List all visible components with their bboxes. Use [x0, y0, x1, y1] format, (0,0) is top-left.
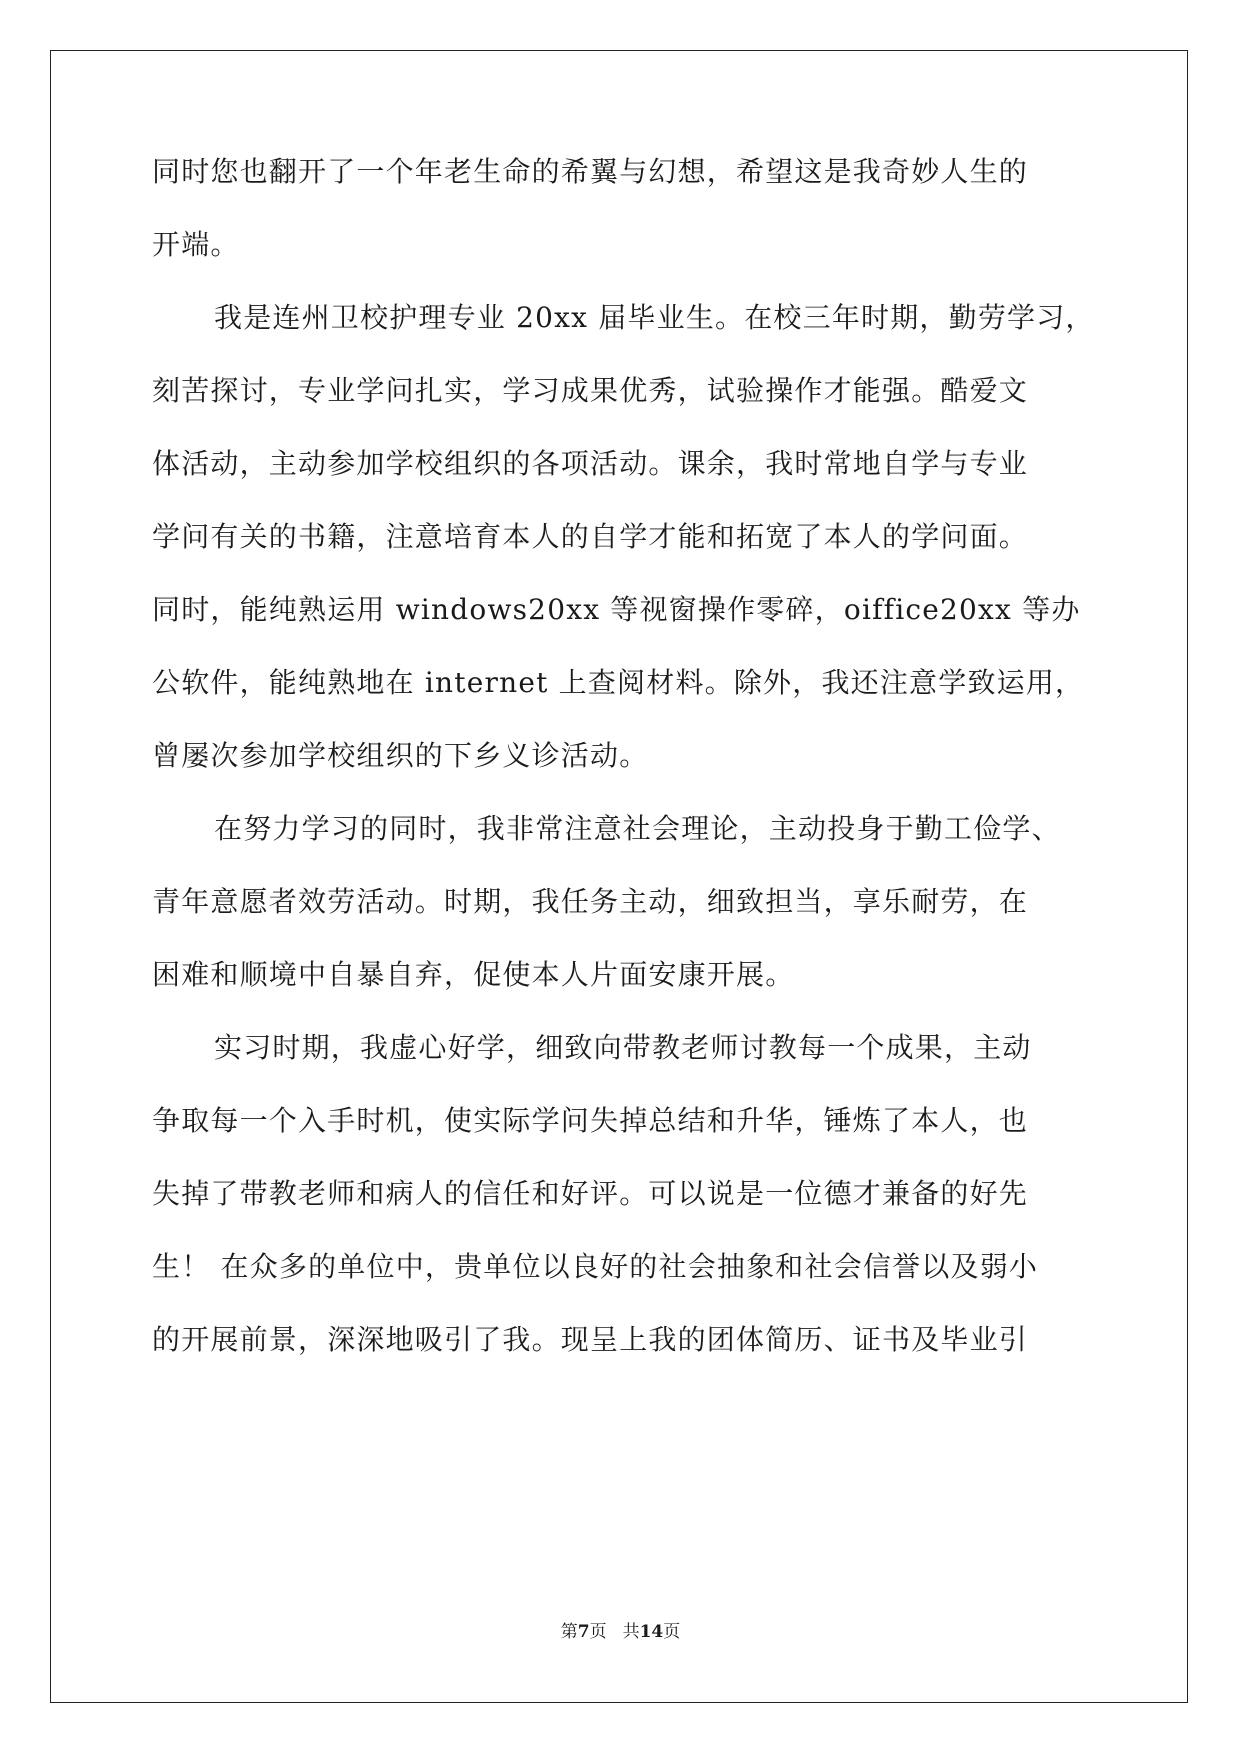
body-line: 刻苦探讨，专业学问扎实，学习成果优秀，试验操作才能强。酷爱文 — [152, 374, 1029, 407]
body-line: 争取每一个入手时机，使实际学问失掉总结和升华，锤炼了本人，也 — [152, 1104, 1029, 1137]
total-prefix: 共 — [622, 1622, 640, 1642]
page-number-footer — [0, 1620, 1241, 1644]
total-suffix: 页 — [663, 1622, 681, 1642]
body-line: 公软件，能纯熟地在 internet 上查阅材料。除外，我还注意学致运用， — [152, 666, 1085, 699]
body-line: 青年意愿者效劳活动。时期，我任务主动，细致担当，享乐耐劳，在 — [152, 885, 1029, 918]
current-page-number: 7 — [577, 1622, 590, 1642]
page-suffix: 页 — [589, 1622, 607, 1642]
body-line: 生！ 在众多的单位中，贵单位以良好的社会抽象和社会信誉以及弱小 — [152, 1250, 1039, 1283]
body-line: 在努力学习的同时，我非常注意社会理论，主动投身于勤工俭学、 — [214, 812, 1061, 845]
body-line: 曾屡次参加学校组织的下乡义诊活动。 — [152, 739, 649, 772]
body-line: 体活动，主动参加学校组织的各项活动。课余，我时常地自学与专业 — [152, 447, 1029, 480]
body-line: 开端。 — [152, 228, 240, 261]
body-line: 失掉了带教老师和病人的信任和好评。可以说是一位德才兼备的好先 — [152, 1177, 1029, 1210]
body-line: 困难和顺境中自暴自弃，促使本人片面安康开展。 — [152, 958, 795, 991]
total-page-count: 14 — [639, 1622, 664, 1642]
body-line: 我是连州卫校护理专业 20xx 届毕业生。在校三年时期，勤劳学习， — [214, 301, 1095, 334]
body-line: 的开展前景，深深地吸引了我。现呈上我的团体简历、证书及毕业引 — [152, 1323, 1029, 1356]
body-line: 实习时期，我虚心好学，细致向带教老师讨教每一个成果，主动 — [214, 1031, 1032, 1064]
body-line: 学问有关的书籍，注意培育本人的自学才能和拓宽了本人的学问面。 — [152, 520, 1029, 553]
page-prefix: 第 — [560, 1622, 578, 1642]
body-line: 同时您也翻开了一个年老生命的希翼与幻想，希望这是我奇妙人生的 — [152, 155, 1029, 188]
body-line: 同时，能纯熟运用 windows20xx 等视窗操作零碎，oiffice20xx 等办 — [152, 593, 1081, 626]
